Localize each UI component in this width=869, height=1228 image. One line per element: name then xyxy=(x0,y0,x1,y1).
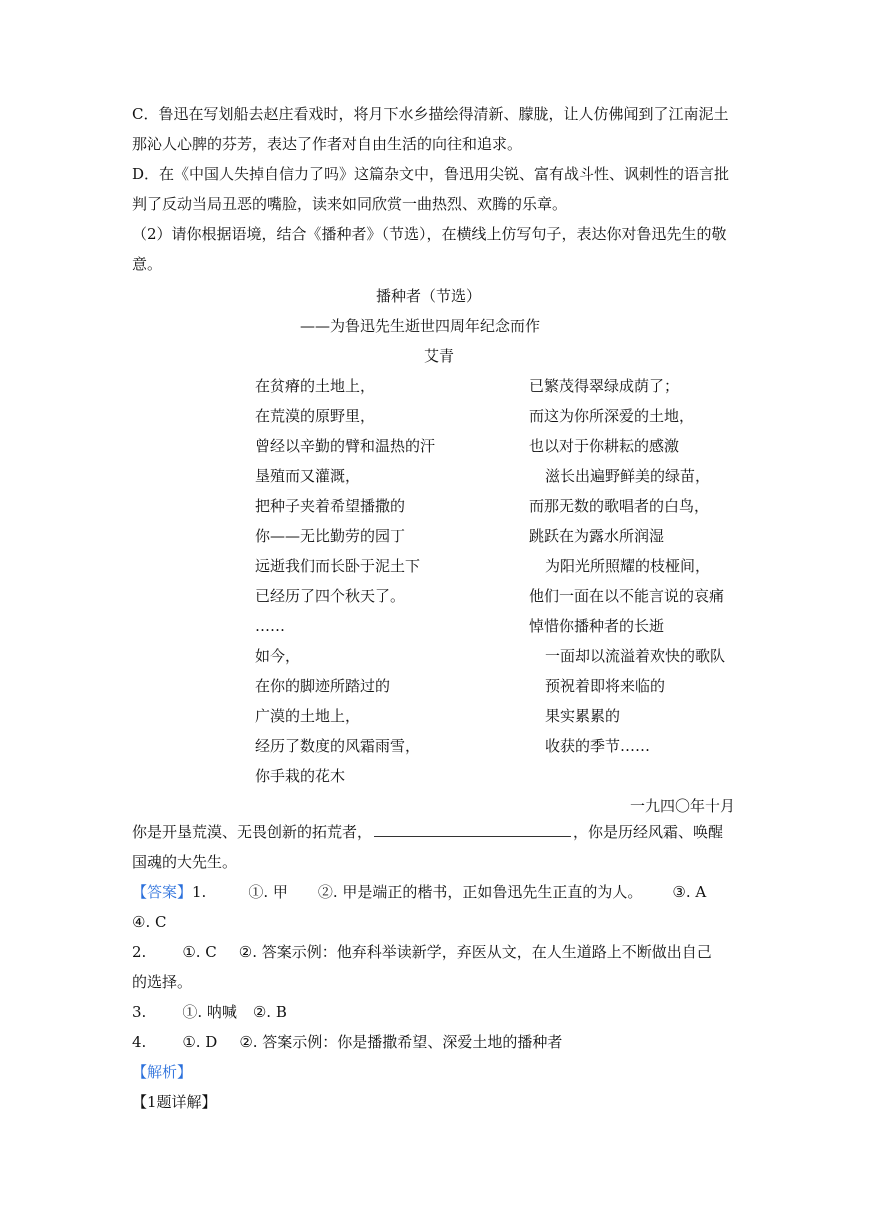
poem-author: 艾青 xyxy=(424,347,455,365)
answer-q1-part3: ③. A xyxy=(672,883,707,901)
poem-left-line: …… xyxy=(255,617,285,635)
poem-right-line: 也以对于你耕耘的感激 xyxy=(529,437,680,455)
poem-right-line: 而这为你所深爱的土地， xyxy=(529,407,695,425)
answer-q1-part2: ②. 甲是端正的楷书，正如鲁迅先生正直的为人。 xyxy=(317,883,643,901)
answer-q1-number: 1. xyxy=(192,883,207,901)
poem-right-line: 悼惜你播种者的长逝 xyxy=(529,617,665,635)
option-c-line-2: 那沁人心脾的芬芳，表达了作者对自由生活的向往和追求。 xyxy=(132,135,523,153)
answer-q1-row xyxy=(132,882,706,902)
poem-left-line: 你手栽的花木 xyxy=(255,767,346,785)
poem-right-line: 为阳光所照耀的枝桠间， xyxy=(545,557,711,575)
poem-left-line: 在荒漠的原野里， xyxy=(255,407,376,425)
poem-left-line: 在贫瘠的土地上， xyxy=(255,377,376,395)
answer-q2-part2: ②. 答案示例：他弃科举读新学，弃医从文，在人生道路上不断做出自己 xyxy=(238,943,712,961)
option-c-line-1: C．鲁迅在写划船去赵庄看戏时，将月下水乡描绘得清新、朦胧，让人仿佛闻到了江南泥土 xyxy=(132,105,729,123)
question-2-line-2: 意。 xyxy=(132,255,163,273)
poem-left-line: 广漠的土地上， xyxy=(255,707,361,725)
poem-left-line: 曾经以辛勤的臂和温热的汗 xyxy=(255,437,436,455)
poem-left-line: 垦殖而又灌溉， xyxy=(255,467,361,485)
answer-q3-row xyxy=(132,1002,287,1022)
fill-sentence-line-2: 国魂的大先生。 xyxy=(132,853,238,871)
poem-right-line: 收获的季节…… xyxy=(545,737,651,755)
answer-q2-row xyxy=(132,942,712,962)
answer-q4-row xyxy=(132,1032,562,1052)
question-2-line-1: （2）请你根据语境，结合《播种者》（节选），在横线上仿写句子，表达你对鲁迅先生的敬 xyxy=(132,225,727,243)
answer-q3-part2: ②. B xyxy=(252,1003,287,1021)
poem-left-line: 如今， xyxy=(255,647,301,665)
answer-q3-part1: ①. 呐喊 xyxy=(182,1003,237,1021)
answer-tag: 【答案】 xyxy=(132,883,193,901)
poem-right-line: 而那无数的歌唱者的白鸟， xyxy=(529,497,710,515)
answer-q2-part1: ①. C xyxy=(182,943,217,961)
poem-left-line: 在你的脚迹所踏过的 xyxy=(255,677,391,695)
option-d-line-1: D．在《中国人失掉自信力了吗》这篇杂文中，鲁迅用尖锐、富有战斗性、讽刺性的语言批 xyxy=(132,165,730,183)
fill-sentence-line-1 xyxy=(132,822,723,842)
answer-q1-continued: ④. C xyxy=(132,913,167,931)
fill-sentence-after: ，你是历经风霜、唤醒 xyxy=(573,823,724,841)
poem-title: 播种者（节选） xyxy=(376,287,482,305)
answer-q4-part1: ①. D xyxy=(182,1033,218,1051)
answer-q1-part1: ①. 甲 xyxy=(248,883,288,901)
answer-q4-part2: ②. 答案示例：你是播撒希望、深爱土地的播种者 xyxy=(239,1033,563,1051)
answer-q4-number: 4. xyxy=(132,1033,147,1051)
answer-q2-number: 2. xyxy=(132,943,147,961)
poem-left-line: 把种子夹着希望播撒的 xyxy=(255,497,406,515)
answer-q2-continued: 的选择。 xyxy=(132,973,193,991)
fill-sentence-before: 你是开垦荒漠、无畏创新的拓荒者， xyxy=(132,823,373,841)
poem-left-line: 远逝我们而长卧于泥土下 xyxy=(255,557,421,575)
poem-right-line: 跳跃在为露水所润湿 xyxy=(529,527,665,545)
answer-blank[interactable] xyxy=(374,822,571,837)
poem-right-line: 他们一面在以不能言说的哀痛 xyxy=(529,587,725,605)
poem-right-line: 预祝着即将来临的 xyxy=(545,677,666,695)
poem-date: 一九四〇年十月 xyxy=(630,797,736,815)
analysis-q1-heading: 【1题详解】 xyxy=(132,1093,217,1111)
poem-subtitle: ——为鲁迅先生逝世四周年纪念而作 xyxy=(300,317,541,335)
answer-q3-number: 3. xyxy=(132,1003,147,1021)
poem-right-line: 果实累累的 xyxy=(545,707,621,725)
poem-left-line: 已经历了四个秋天了。 xyxy=(255,587,406,605)
poem-left-line: 你——无比勤劳的园丁 xyxy=(255,527,406,545)
poem-right-line: 已繁茂得翠绿成荫了； xyxy=(529,377,680,395)
option-d-line-2: 判了反动当局丑恶的嘴脸，读来如同欣赏一曲热烈、欢腾的乐章。 xyxy=(132,195,568,213)
analysis-tag: 【解析】 xyxy=(132,1063,193,1081)
poem-right-line: 滋长出遍野鲜美的绿苗， xyxy=(545,467,711,485)
poem-right-line: 一面却以流溢着欢快的歌队 xyxy=(545,647,726,665)
poem-left-line: 经历了数度的风霜雨雪， xyxy=(255,737,421,755)
